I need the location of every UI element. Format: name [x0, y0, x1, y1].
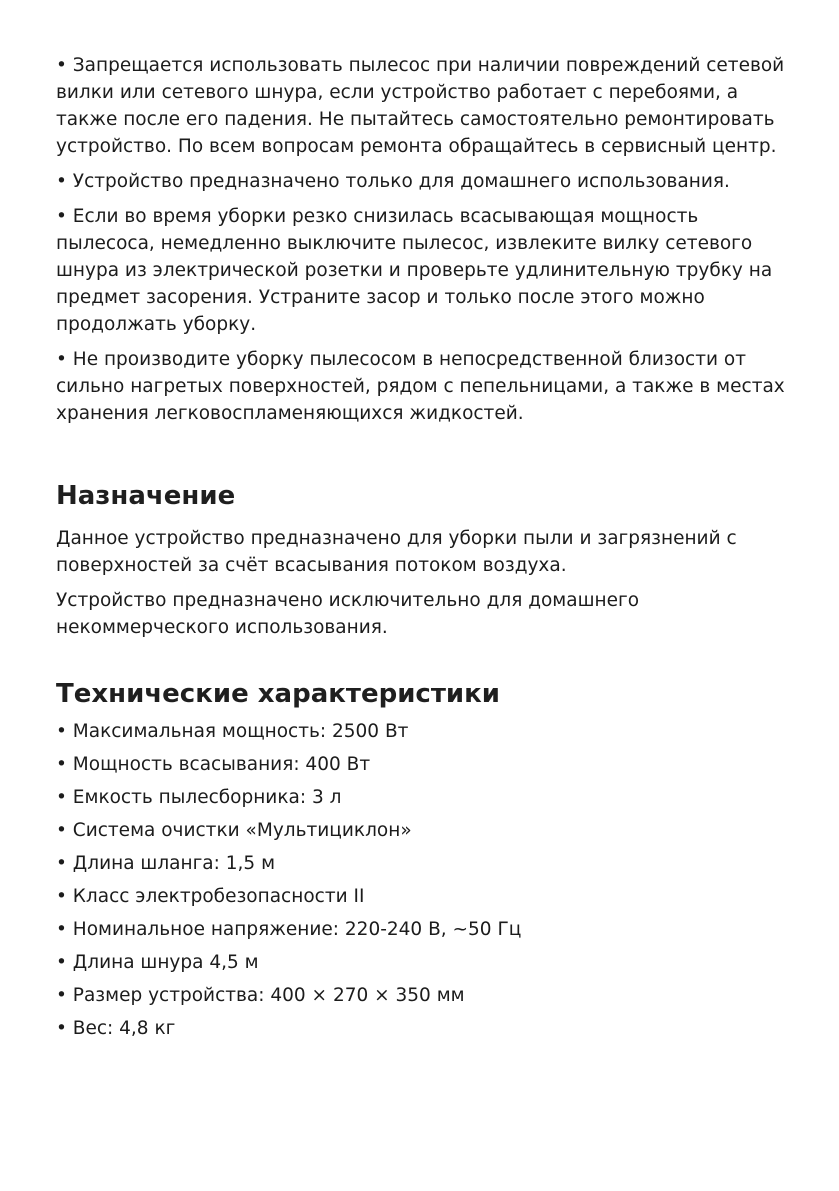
- spec-item: • Емкость пылесборника: 3 л: [56, 787, 342, 808]
- warning-item: • Если во время уборки резко снизилась всасывающая мощность пылесоса, немедленно выключите пылесос, извлеките вилку сетевого шнура из электрической розетки и проверьте удлинительную трубку на предмет засорения. Устраните засор и только после этого можно продолжать уборку.: [56, 206, 773, 335]
- spec-item: • Максимальная мощность: 2500 Вт: [56, 721, 409, 742]
- document-page: [56, 52, 796, 1049]
- warning-item: • Устройство предназначено только для домашнего использования.: [56, 171, 730, 192]
- safety-warnings: [56, 52, 796, 427]
- spec-item: • Система очистки «Мультициклон»: [56, 820, 412, 841]
- warning-item: • Запрещается использовать пылесос при наличии повреждений сетевой вилки или сетевого шнура, если устройство работает с перебоями, а также после его падения. Не пытайтесь самостоятельно ремонтировать устройство. По всем вопросам ремонта обращайтесь в сервисный центр.: [56, 55, 785, 157]
- specs-heading: Технические характеристики: [56, 679, 500, 709]
- spec-item: • Длина шланга: 1,5 м: [56, 853, 276, 874]
- warning-item: • Не производите уборку пылесосом в непосредственной близости от сильно нагретых поверхностей, рядом с пепельницами, а также в местах хранения легковоспламеняющихся жидкостей.: [56, 349, 785, 424]
- purpose-paragraph: Устройство предназначено исключительно для домашнего некоммерческого использования.: [56, 590, 640, 638]
- spec-item: • Вес: 4,8 кг: [56, 1018, 176, 1039]
- spec-item: • Длина шнура 4,5 м: [56, 952, 259, 973]
- purpose-paragraph: Данное устройство предназначено для уборки пыли и загрязнений с поверхностей за счёт всасывания потоком воздуха.: [56, 528, 737, 576]
- purpose-section: [56, 525, 796, 641]
- purpose-heading: Назначение: [56, 481, 236, 511]
- spec-item: • Класс электробезопасности II: [56, 886, 365, 907]
- spec-item: • Номинальное напряжение: 220-240 В, ~50 Гц: [56, 919, 522, 940]
- spec-item: • Мощность всасывания: 400 Вт: [56, 754, 371, 775]
- specs-list: [56, 719, 796, 1041]
- spec-item: • Размер устройства: 400 × 270 × 350 мм: [56, 985, 465, 1006]
